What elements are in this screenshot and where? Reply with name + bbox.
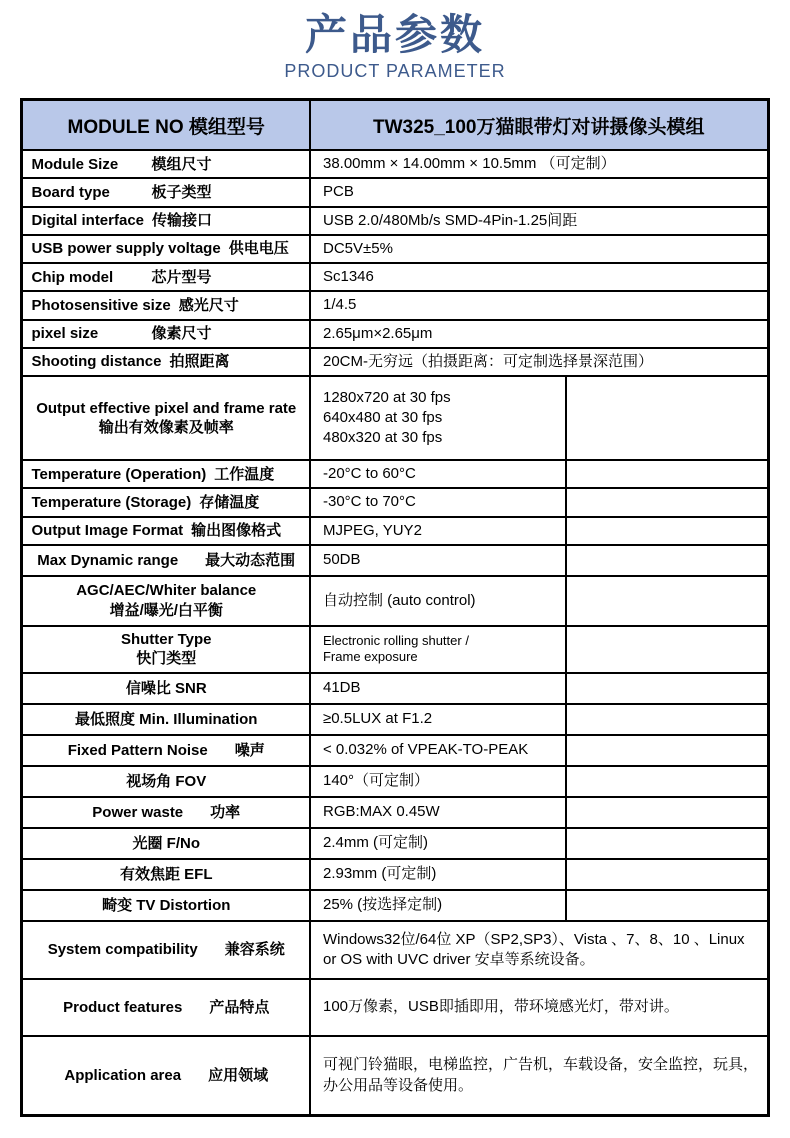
- param-value-text: 20CM-无穷远（拍摄距离：可定制选择景深范围）: [322, 352, 653, 370]
- param-value-text: 可视门铃猫眼，电梯监控，广告机，车载设备，安全监控，玩具，办公用品等设备使用。: [322, 1056, 758, 1094]
- table-body: [22, 150, 768, 1116]
- table-row: [22, 517, 768, 545]
- param-label-text: 芯片型号: [151, 268, 212, 286]
- page-subtitle: PRODUCT PARAMETER: [284, 61, 506, 82]
- empty-cell: [566, 735, 768, 766]
- param-label-text: 应用领域: [208, 1066, 269, 1084]
- table-row: [22, 921, 768, 979]
- module-no-header-cell: MODULE NO 模组型号: [22, 100, 310, 151]
- table-row: [22, 576, 768, 626]
- table-row: [22, 150, 768, 178]
- param-label-text: 输出图像格式: [191, 522, 282, 540]
- param-label-text: Application area: [64, 1066, 182, 1084]
- param-label-text: AGC/AEC/Whiter balance: [76, 582, 257, 600]
- param-value-cell: [310, 263, 768, 291]
- param-label-text: 最大动态范围: [205, 551, 296, 569]
- param-label-cell: [22, 1036, 310, 1116]
- param-label-cell: [22, 704, 310, 735]
- param-label-cell: [22, 178, 310, 206]
- param-label-text: 供电电压: [228, 240, 289, 258]
- param-value-text: RGB:MAX 0.45W: [322, 803, 440, 821]
- param-label-text: Output effective pixel and frame rate: [36, 399, 297, 417]
- param-label-text: 噪声: [234, 741, 265, 759]
- param-label-text: System compatibility: [47, 941, 198, 959]
- param-value-text: 1280x720 at 30 fps: [322, 388, 451, 406]
- param-label-text: 畸变 TV Distortion: [102, 896, 231, 914]
- param-value-cell: [310, 921, 768, 979]
- param-label-cell: [22, 150, 310, 178]
- param-label-cell: [22, 921, 310, 979]
- param-label-cell: [22, 797, 310, 828]
- param-label-text: 模组尺寸: [151, 155, 212, 173]
- module-model-header-cell: TW325_100万猫眼带灯对讲摄像头模组: [310, 100, 768, 151]
- param-label-cell: [22, 263, 310, 291]
- product-parameter-table: [20, 98, 769, 1117]
- empty-cell: [566, 797, 768, 828]
- param-label-cell: [22, 460, 310, 488]
- param-value-cell: [310, 797, 566, 828]
- param-value-cell: [310, 735, 566, 766]
- param-label-text: 传输接口: [152, 212, 213, 230]
- param-label-text: 信噪比 SNR: [125, 679, 207, 697]
- param-label-text: Product features: [63, 998, 183, 1016]
- param-value-text: 自动控制 (auto control): [322, 591, 476, 609]
- param-value-text: Sc1346: [322, 268, 374, 286]
- param-label-cell: [22, 859, 310, 890]
- table-row: [22, 828, 768, 859]
- param-label-text: Digital interface: [31, 212, 145, 230]
- table-row: [22, 207, 768, 235]
- table-row: [22, 235, 768, 263]
- param-value-text: ≥0.5LUX at F1.2: [322, 710, 433, 728]
- param-value-cell: [310, 704, 566, 735]
- param-label-cell: [22, 207, 310, 235]
- param-label-text: 兼容系统: [224, 941, 285, 959]
- param-label-text: Fixed Pattern Noise: [67, 741, 208, 759]
- empty-cell: [566, 890, 768, 921]
- param-label-text: 板子类型: [151, 183, 212, 201]
- param-value-cell: [310, 488, 566, 516]
- param-value-text: 2.93mm (可定制): [322, 865, 437, 883]
- param-label-cell: [22, 828, 310, 859]
- param-value-text: 100万像素，USB即插即用，带环境感光灯，带对讲。: [322, 998, 679, 1016]
- param-label-text: 存储温度: [199, 493, 260, 511]
- param-label-cell: [22, 979, 310, 1036]
- param-label-cell: [22, 348, 310, 376]
- param-value-text: 1/4.5: [322, 296, 357, 314]
- param-label-text: 产品特点: [209, 998, 270, 1016]
- param-value-text: PCB: [322, 183, 354, 201]
- table-header-row: [22, 100, 768, 151]
- param-label-text: 像素尺寸: [151, 325, 212, 343]
- param-label-cell: [22, 673, 310, 704]
- param-label-cell: [22, 545, 310, 576]
- param-value-cell: [310, 291, 768, 319]
- param-label-text: 光圈 F/No: [132, 834, 200, 852]
- param-value-text: Windows32位/64位 XP（SP2,SP3）、Vista 、7、8、10 、Linux or OS with UVC driver 安卓等系统设备。: [322, 930, 745, 968]
- param-value-text: DC5V±5%: [322, 239, 393, 257]
- table-row: [22, 545, 768, 576]
- param-value-cell: [310, 376, 566, 460]
- param-value-text: 2.4mm (可定制): [322, 834, 428, 852]
- param-value-cell: [310, 150, 768, 178]
- param-value-text: 640x480 at 30 fps: [322, 409, 443, 427]
- param-value-cell: [310, 517, 566, 545]
- param-value-cell: [310, 235, 768, 263]
- table-row: [22, 673, 768, 704]
- param-value-cell: [310, 859, 566, 890]
- param-value-text: 25% (按选择定制): [322, 896, 443, 914]
- param-value-cell: [310, 626, 566, 673]
- param-value-cell: [310, 979, 768, 1036]
- param-value-cell: [310, 320, 768, 348]
- param-label-text: 输出有效像素及帧率: [98, 419, 234, 437]
- table-row: [22, 797, 768, 828]
- param-label-text: 快门类型: [136, 650, 197, 668]
- param-label-cell: [22, 766, 310, 797]
- table-row: [22, 263, 768, 291]
- param-label-cell: [22, 291, 310, 319]
- param-label-cell: [22, 517, 310, 545]
- table-row: [22, 626, 768, 673]
- param-label-cell: [22, 488, 310, 516]
- table-row: [22, 859, 768, 890]
- param-label-text: Chip model: [31, 268, 114, 286]
- param-label-text: Board type: [31, 183, 110, 201]
- param-value-text: -20°C to 60°C: [322, 465, 416, 483]
- param-label-text: Power waste: [92, 803, 184, 821]
- param-value-text: 38.00mm × 14.00mm × 10.5mm （可定制）: [322, 155, 616, 173]
- param-value-cell: [310, 207, 768, 235]
- param-value-cell: [310, 1036, 768, 1116]
- param-value-cell: [310, 460, 566, 488]
- param-value-cell: [310, 178, 768, 206]
- param-label-cell: [22, 626, 310, 673]
- param-label-text: 工作温度: [214, 465, 275, 483]
- param-value-cell: [310, 890, 566, 921]
- param-label-cell: [22, 376, 310, 460]
- empty-cell: [566, 488, 768, 516]
- empty-cell: [566, 576, 768, 626]
- table-row: [22, 704, 768, 735]
- param-label-text: Max Dynamic range: [37, 551, 179, 569]
- param-label-cell: [22, 235, 310, 263]
- param-value-text: Frame exposure: [322, 649, 418, 665]
- param-label-text: 有效焦距 EFL: [119, 865, 213, 883]
- param-label-text: 增益/曝光/白平衡: [109, 601, 223, 619]
- param-label-text: 最低照度 Min. Illumination: [74, 710, 258, 728]
- param-value-text: 2.65μm×2.65μm: [322, 324, 433, 342]
- param-value-cell: [310, 576, 566, 626]
- param-label-text: 拍照距离: [169, 353, 230, 371]
- empty-cell: [566, 766, 768, 797]
- param-label-text: 视场角 FOV: [126, 772, 207, 790]
- empty-cell: [566, 859, 768, 890]
- param-value-text: -30°C to 70°C: [322, 493, 416, 511]
- table-row: [22, 178, 768, 206]
- param-label-cell: [22, 576, 310, 626]
- param-label-text: 功率: [210, 803, 241, 821]
- param-label-text: Photosensitive size: [31, 296, 171, 314]
- empty-cell: [566, 704, 768, 735]
- param-value-text: MJPEG, YUY2: [322, 521, 422, 539]
- param-value-cell: [310, 673, 566, 704]
- param-label-text: Output Image Format: [31, 522, 184, 540]
- param-label-cell: [22, 735, 310, 766]
- param-label-text: 感光尺寸: [178, 296, 239, 314]
- param-value-text: USB 2.0/480Mb/s SMD-4Pin-1.25间距: [322, 211, 578, 229]
- table-row: [22, 979, 768, 1036]
- param-value-cell: [310, 766, 566, 797]
- table-row: [22, 460, 768, 488]
- empty-cell: [566, 626, 768, 673]
- empty-cell: [566, 828, 768, 859]
- empty-cell: [566, 545, 768, 576]
- table-row: [22, 735, 768, 766]
- table-row: [22, 890, 768, 921]
- param-label-cell: [22, 890, 310, 921]
- table-row: [22, 291, 768, 319]
- empty-cell: [566, 460, 768, 488]
- param-label-text: Temperature (Operation): [31, 465, 207, 483]
- param-value-text: 480x320 at 30 fps: [322, 429, 443, 447]
- param-label-text: pixel size: [31, 325, 99, 343]
- empty-cell: [566, 673, 768, 704]
- empty-cell: [566, 376, 768, 460]
- param-label-text: Shooting distance: [31, 353, 162, 371]
- param-value-text: < 0.032% of VPEAK-TO-PEAK: [322, 741, 529, 759]
- param-label-text: Shutter Type: [120, 630, 212, 648]
- param-value-cell: [310, 348, 768, 376]
- param-value-text: Electronic rolling shutter /: [322, 632, 469, 648]
- param-value-text: 140°（可定制）: [322, 772, 430, 790]
- page-title: 产品参数: [304, 11, 485, 58]
- table-row: [22, 488, 768, 516]
- empty-cell: [566, 517, 768, 545]
- param-value-cell: [310, 828, 566, 859]
- table-row: [22, 320, 768, 348]
- param-label-text: USB power supply voltage: [31, 240, 221, 258]
- param-label-cell: [22, 320, 310, 348]
- param-value-text: 50DB: [322, 551, 361, 569]
- param-value-text: 41DB: [322, 679, 361, 697]
- param-label-text: Module Size: [31, 155, 119, 173]
- table-row: [22, 376, 768, 460]
- page-header: [0, 0, 790, 82]
- table-row: [22, 766, 768, 797]
- table-row: [22, 1036, 768, 1116]
- param-label-text: Temperature (Storage): [31, 493, 192, 511]
- table-row: [22, 348, 768, 376]
- param-value-cell: [310, 545, 566, 576]
